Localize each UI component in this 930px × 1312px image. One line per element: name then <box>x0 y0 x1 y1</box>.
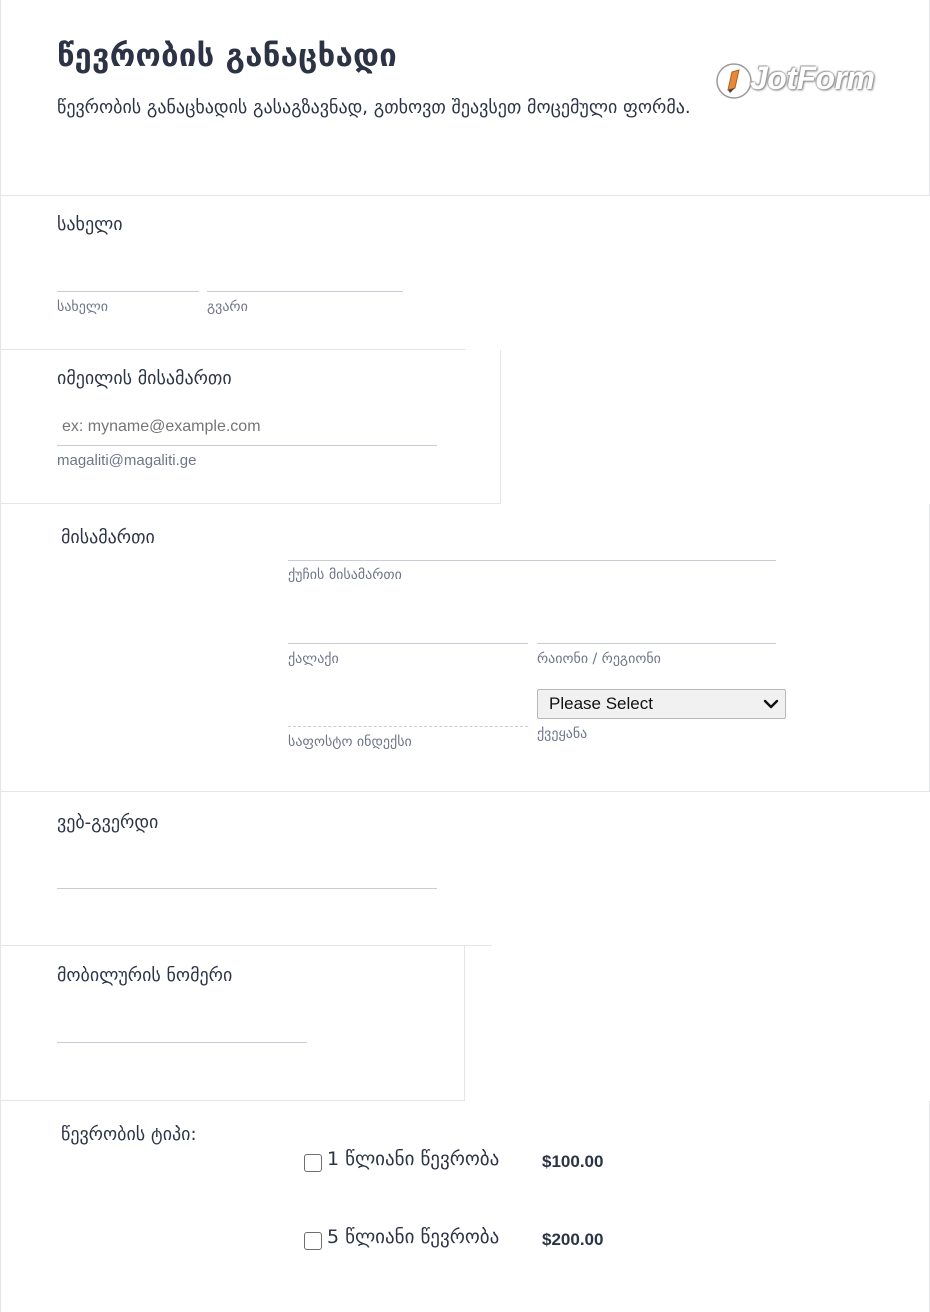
name-label: სახელი <box>57 214 123 235</box>
pencil-icon <box>714 60 754 102</box>
first-name-sublabel: სახელი <box>57 299 108 315</box>
state-sublabel: რაიონი / რეგიონი <box>537 651 661 667</box>
country-sublabel: ქვეყანა <box>537 726 588 742</box>
membership-option-2-checkbox[interactable] <box>304 1232 322 1250</box>
city-input[interactable] <box>288 643 528 644</box>
postal-code-input[interactable] <box>288 726 528 727</box>
email-input[interactable] <box>62 416 432 438</box>
country-select[interactable] <box>537 689 786 719</box>
membership-option-2-label: 5 წლიანი წევრობა <box>327 1226 500 1248</box>
last-name-input[interactable] <box>207 291 403 292</box>
address-label: მისამართი <box>61 527 155 548</box>
country-select-value: Please Select <box>549 694 653 713</box>
membership-option-1-checkbox[interactable] <box>304 1154 322 1172</box>
logo-text: JotForm <box>750 60 875 96</box>
membership-type-label: წევრობის ტიპი: <box>61 1124 197 1145</box>
form-title: წევრობის განაცხადი <box>57 38 397 74</box>
membership-option-2-price: $200.00 <box>542 1230 604 1249</box>
phone-label: მობილურის ნომერი <box>57 965 233 986</box>
chevron-down-icon <box>763 698 779 710</box>
postal-code-sublabel: საფოსტო ინდექსი <box>288 734 412 750</box>
email-label: იმეილის მისამართი <box>57 368 232 389</box>
street-address-input[interactable] <box>288 560 776 561</box>
last-name-sublabel: გვარი <box>207 299 248 315</box>
street-address-sublabel: ქუჩის მისამართი <box>288 567 402 583</box>
membership-option-1-price: $100.00 <box>542 1152 604 1171</box>
jotform-logo <box>712 58 884 104</box>
website-input[interactable] <box>57 888 437 889</box>
first-name-input[interactable] <box>57 291 199 292</box>
membership-option-1-label: 1 წლიანი წევრობა <box>327 1148 500 1170</box>
phone-input[interactable] <box>57 1042 307 1043</box>
email-sublabel: magaliti@magaliti.ge <box>57 452 197 469</box>
state-input[interactable] <box>537 643 776 644</box>
form-subtitle: წევრობის განაცხადის გასაგზავნად, გთხოვთ შეავსეთ მოცემული ფორმა. <box>57 97 691 118</box>
email-input-underline <box>57 445 437 446</box>
website-label: ვებ-გვერდი <box>57 812 159 833</box>
city-sublabel: ქალაქი <box>288 651 339 667</box>
